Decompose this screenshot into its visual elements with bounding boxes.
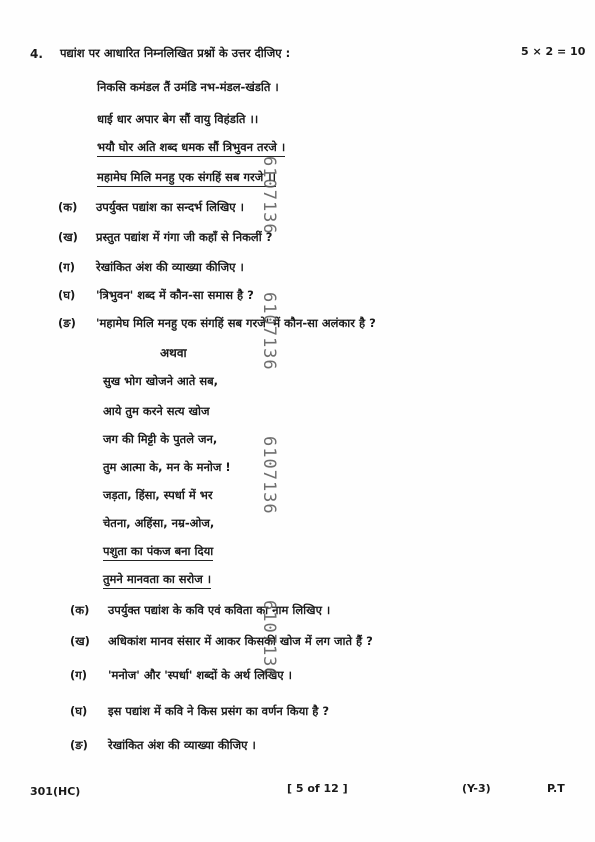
- series-code: (Y-3): [462, 782, 491, 795]
- paper-code: 301(HC): [30, 785, 81, 798]
- question1-item-c-label: (ग): [58, 260, 75, 274]
- passage2-line-6: चेतना, अहिंसा, नम्र-ओज,: [103, 516, 215, 530]
- question2-item-c-label: (ग): [70, 668, 87, 682]
- question1-item-e-text: 'महामेघ मिलि मनहु एक संगहिं सब गरजे' में कौन-सा अलंकार है ?: [96, 316, 376, 330]
- athva-separator: अथवा: [160, 346, 187, 360]
- question1-item-a: [58, 200, 244, 215]
- question2-item-d-text: इस पद्यांश में कवि ने किस प्रसंग का वर्णन किया है ?: [108, 704, 330, 718]
- question1-item-c-text: रेखांकित अंश की व्याख्या कीजिए ।: [96, 260, 244, 274]
- passage2-line-5: जड़ता, हिंसा, स्पर्धा में भर: [103, 488, 213, 502]
- question1-item-d-label: (घ): [58, 288, 76, 302]
- question2-item-d: [70, 704, 329, 719]
- question1-item-d: [58, 288, 254, 303]
- passage2-line-8-underlined: तुमने मानवता का सरोज ।: [103, 572, 211, 589]
- question1-item-b-text: प्रस्तुत पद्यांश में गंगा जी कहाँ से निकलीं ?: [96, 230, 273, 244]
- serial-watermark-1: 6107136: [259, 156, 279, 235]
- question-number: 4.: [30, 47, 43, 61]
- question2-item-b: [70, 634, 373, 649]
- question2-item-e-label: (ङ): [70, 738, 88, 752]
- please-turn-over: P.T: [547, 782, 565, 795]
- question2-item-c-text: 'मनोज' और 'स्पर्धा' शब्दों के अर्थ लिखिए ।: [108, 668, 292, 682]
- serial-watermark-4: 6107136: [259, 600, 279, 679]
- question2-item-d-label: (घ): [70, 704, 88, 718]
- question1-item-a-label: (क): [58, 200, 78, 214]
- question1-item-c: [58, 260, 244, 275]
- passage1-line-1: निकसि कमंडल तैं उमंडि नभ-मंडल-खंडति ।: [97, 80, 279, 94]
- question2-item-e-text: रेखांकित अंश की व्याख्या कीजिए ।: [108, 738, 256, 752]
- question1-item-e-label: (ङ): [58, 316, 76, 330]
- passage2-line-7-underlined: पशुता का पंकज बना दिया: [103, 544, 213, 561]
- page-number: [ 5 of 12 ]: [287, 782, 348, 795]
- passage1-line-3-underlined: भयौ घोर अति शब्द धमक सौं त्रिभुवन तरजे ।: [97, 140, 285, 157]
- passage2-line-3: जग की मिट्टी के पुतले जन,: [103, 432, 218, 446]
- passage1-line-4-underlined: महामेघ मिलि मनहु एक संगहिं सब गरजे ।।: [97, 170, 276, 187]
- serial-watermark-2: 6107136: [259, 292, 279, 371]
- question2-item-e: [70, 738, 256, 753]
- passage2-line-4: तुम आत्मा के, मन के मनोज !: [103, 460, 231, 474]
- question1-item-b: [58, 230, 272, 245]
- question-instruction: पद्यांश पर आधारित निम्नलिखित प्रश्नों के उत्तर दीजिए :: [60, 46, 291, 60]
- question1-item-e: [58, 316, 376, 331]
- passage2-line-1: सुख भोग खोजने आते सब,: [103, 374, 219, 388]
- question1-item-a-text: उपर्युक्त पद्यांश का सन्दर्भ लिखिए ।: [96, 200, 245, 214]
- question2-item-a-label: (क): [70, 603, 90, 617]
- question1-item-d-text: 'त्रिभुवन' शब्द में कौन-सा समास है ?: [96, 288, 254, 302]
- question1-item-b-label: (ख): [58, 230, 78, 244]
- passage2-line-2: आये तुम करने सत्य खोज: [103, 404, 210, 418]
- question2-item-b-label: (ख): [70, 634, 90, 648]
- question2-item-b-text: अधिकांश मानव संसार में आकर किसकी खोज में लग जाते हैं ?: [108, 634, 373, 648]
- question2-item-a: [70, 603, 330, 618]
- question2-item-a-text: उपर्युक्त पद्यांश के कवि एवं कविता का नाम लिखिए ।: [108, 603, 331, 617]
- serial-watermark-3: 6107136: [259, 436, 279, 515]
- passage1-line-2: धाई धार अपार बेग सौं वायु विहंडति ।।: [97, 112, 259, 126]
- marks-label: 5 × 2 = 10: [521, 45, 586, 58]
